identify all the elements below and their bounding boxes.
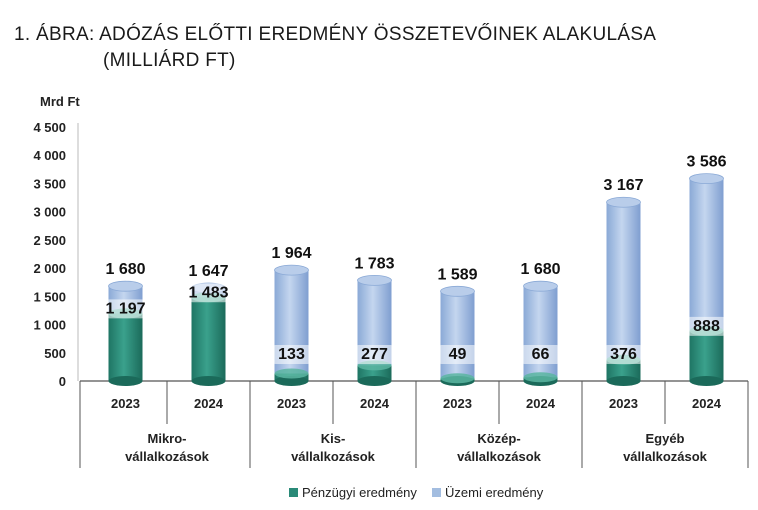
x-group-label: Kis- xyxy=(320,431,346,446)
x-group-label: vállalkozások xyxy=(291,449,375,464)
bar-uzemi-top xyxy=(690,174,724,184)
y-tick-label: 3 500 xyxy=(33,176,66,192)
x-group-label: Egyéb xyxy=(645,431,685,446)
data-label-uzemi: 3 167 xyxy=(603,177,644,195)
bar-uzemi-top xyxy=(524,281,558,291)
x-tick-year: 2023 xyxy=(277,396,306,411)
y-tick-label: 0 xyxy=(58,374,66,389)
data-label-penzugyi: 1 483 xyxy=(188,284,229,302)
legend-swatch-uzemi xyxy=(432,488,441,497)
y-tick-label: 3 000 xyxy=(33,204,66,220)
y-tick-label: 2 500 xyxy=(33,232,66,248)
bar-uzemi-top xyxy=(275,265,309,275)
bar-uzemi xyxy=(441,291,475,381)
x-group-label: Mikro- xyxy=(147,431,187,446)
legend-swatch-penzugyi xyxy=(289,488,298,497)
data-label-uzemi: 1 589 xyxy=(437,266,478,284)
bar-uzemi xyxy=(524,286,558,381)
x-group-label: vállalkozások xyxy=(125,449,209,464)
legend-label-uzemi: Üzemi eredmény xyxy=(445,485,544,500)
x-group-label: vállalkozások xyxy=(623,449,707,464)
bar-base-ellipse xyxy=(690,376,724,386)
x-group-label: vállalkozások xyxy=(457,449,541,464)
data-label-uzemi: 1 680 xyxy=(520,261,561,279)
y-tick-label: 500 xyxy=(44,345,66,361)
bar-uzemi xyxy=(275,270,309,381)
bar-uzemi-top xyxy=(441,286,475,296)
y-tick-label: 4 500 xyxy=(33,120,66,135)
data-label-penzugyi: 376 xyxy=(610,346,637,363)
x-tick-year: 2024 xyxy=(526,396,555,411)
x-tick-year: 2024 xyxy=(692,396,721,411)
data-label-uzemi: 1 680 xyxy=(105,261,146,279)
data-label-penzugyi: 49 xyxy=(448,346,467,363)
x-tick-year: 2023 xyxy=(609,396,638,411)
y-tick-label: 4 000 xyxy=(33,148,66,164)
bar-penzugyi xyxy=(690,331,724,381)
x-tick-year: 2024 xyxy=(194,396,223,411)
bar-base-ellipse xyxy=(109,376,143,386)
data-label-uzemi: 1 783 xyxy=(354,255,395,273)
data-label-uzemi: 3 586 xyxy=(686,153,727,171)
bar-uzemi-top xyxy=(358,275,392,285)
legend-label-penzugyi: Pénzügyi eredmény xyxy=(302,485,417,500)
bar-uzemi-top xyxy=(607,197,641,207)
y-axis-label: Mrd Ft xyxy=(40,94,80,109)
data-label-penzugyi: 888 xyxy=(693,317,720,335)
bar-penzugyi-top xyxy=(275,368,309,378)
y-tick-label: 2 000 xyxy=(33,261,66,277)
bar-uzemi-top xyxy=(109,281,143,291)
bar-base-ellipse xyxy=(607,376,641,386)
bar-penzugyi xyxy=(192,297,226,381)
chart-title-line-2: (MILLIÁRD FT) xyxy=(103,50,236,71)
data-label-penzugyi: 1 197 xyxy=(105,300,146,318)
bar-penzugyi xyxy=(109,313,143,381)
data-label-penzugyi: 277 xyxy=(361,346,388,363)
chart-title-line-1: 1. ÁBRA: ADÓZÁS ELŐTTI EREDMÉNY ÖSSZETEVŐINEK ALAKULÁSA xyxy=(14,24,657,45)
bar-penzugyi-top xyxy=(524,372,558,382)
data-label-penzugyi: 66 xyxy=(531,346,550,363)
data-label-uzemi: 1 647 xyxy=(188,263,229,281)
y-tick-label: 1 500 xyxy=(33,289,66,305)
x-tick-year: 2024 xyxy=(360,396,389,411)
y-tick-label: 1 000 xyxy=(33,317,66,333)
bar-base-ellipse xyxy=(358,376,392,386)
bar-penzugyi-top xyxy=(441,373,475,383)
x-tick-year: 2023 xyxy=(443,396,472,411)
x-group-label: Közép- xyxy=(477,431,521,446)
x-tick-year: 2023 xyxy=(111,396,140,411)
data-label-uzemi: 1 964 xyxy=(271,245,312,263)
bar-base-ellipse xyxy=(192,376,226,386)
data-label-penzugyi: 133 xyxy=(278,346,305,363)
